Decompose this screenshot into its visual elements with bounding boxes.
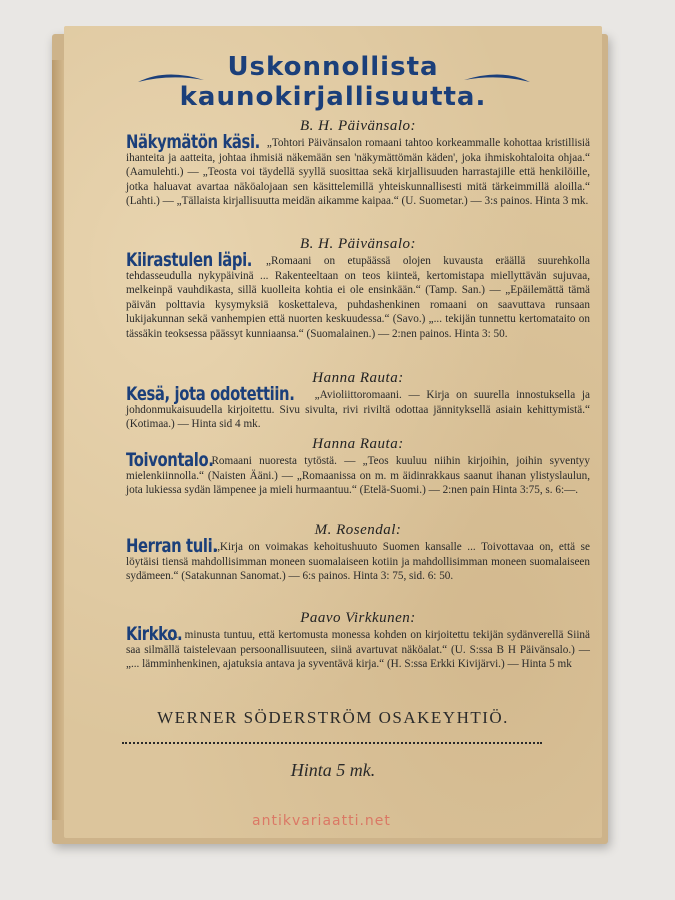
- heading-line-1: Uskonnollista: [227, 52, 439, 82]
- heading-line-2: kaunokirjallisuutta.: [179, 82, 487, 112]
- entry-author: B. H. Päivänsalo:: [300, 236, 416, 252]
- book-entry: [126, 370, 590, 432]
- entry-author: M. Rosendal:: [314, 522, 402, 538]
- book-entry: [126, 610, 590, 672]
- entry-author: B. H. Päivänsalo:: [300, 118, 416, 134]
- book-entry: [126, 522, 590, 584]
- entry-body: [126, 249, 590, 342]
- book-entry: [126, 436, 590, 498]
- book-entry: [126, 236, 590, 342]
- left-swash-ornament: [136, 70, 206, 84]
- entry-title: Herran tuli.: [126, 535, 218, 557]
- entry-text: Romaani nuoresta tytöstä. — „Teos kuuluu niihin kirjoihin, joihin syventyy mielenkiinnolla.“ (Naisten Ääni.) — „Romaanissa on m. m äidinrakkaus saanut ihanan ylistyslaulun, jota lukiessa sydän lämpenee ja mieli hurmaantuu.“ (Etelä-Suomi.) — 2:nen pain Hinta 3:75, s. 6:—.: [126, 455, 590, 497]
- entry-body: [126, 383, 590, 432]
- entry-text: „Avioliittoromaani. — Kirja on suurella innostuksella ja johdonmukaisuudella kirjoitettu. Sivu sivulta, rivi riviltä odottaa jännityksellä asiain kehittymistä.“ (Kotimaa.) — Hinta sid 4 mk.: [126, 389, 590, 431]
- right-swash-ornament: [462, 70, 532, 84]
- cover-heading: [64, 52, 602, 112]
- entry-title: Kesä, jota odotettiin.: [126, 383, 295, 405]
- entry-title: Kirkko.: [126, 623, 183, 645]
- entry-author: Paavo Virkkunen:: [300, 610, 416, 626]
- entry-title: Näkymätön käsi.: [126, 131, 260, 153]
- watermark: antikvariaatti.net: [252, 813, 391, 829]
- entry-title: Toivontalo.: [126, 449, 214, 471]
- cover-content: [64, 26, 602, 838]
- entry-body: [126, 449, 590, 498]
- cover-price: Hinta 5 mk.: [290, 760, 376, 780]
- entry-body: [126, 535, 590, 584]
- entry-body: [126, 623, 590, 672]
- entry-text: „Kirja on voimakas kehoitushuuto Suomen kansalle ... Toivottavaa on, että se löytäisi tiensä mahdollisimman moneen suomalaiseen kotiin ja mahdollisimman moneen suomalaiseen sydämeen.“ (Satakunnan Sanomat.) — 6:s painos. Hinta 3: 75, sid. 6: 50.: [126, 541, 590, 583]
- entry-author: Hanna Rauta:: [312, 370, 404, 386]
- entry-text: „Romaani on etupäässä olojen kuvausta eräällä suurehkolla tehdasseudulla nykypäivinä ... Rakenteeltaan on teos kiinteä, kertomistapa miellyttävän sujuvaa, melkeinpä vauhdikasta, sillä kuolleita kohtia ei ole ensinkään.“ (Tamp. San.) — „Epäilemättä tämä päivän polttavia kysymyksiä koskettaleva, puhdashenkinen romaani on saavuttava runsaan lukijakunnan sekä vanhempien että nuorten keskuudessa.“ (Savo.) „... tekijän tunnettu kertomataito on tässäkin teoksessa päässyt kunniaansa.“ (Suomalainen.) — 2:nen painos. Hinta 3: 50.: [126, 255, 590, 340]
- entry-author: Hanna Rauta:: [312, 436, 404, 452]
- dotted-divider: [122, 742, 542, 744]
- entry-text: „Tohtori Päivänsalon romaani tahtoo korkeammalle kohottaa kristillisiä ihanteita ja aatteita, johtaa ihmisiä näkemään sen 'näkymättömän käden', joka ihmiskohtaloita ohjaa.“ (Aamulehti.) — „Teosta voi täydellä syyllä suosittaa sekä kirjallisuuden harrastajille että henkilöille, jotka haluavat avartaa näköalojaan sen käsittelemillä yhteiskunnallisesti mitä tärkeimmillä aloilla.“ (Lahti.) — „Tällaista kirjallisuutta meidän aikamme kaipaa.“ (U. Suometar.) — 3:s painos. Hinta 3 mk.: [126, 137, 591, 208]
- publisher-name: WERNER SÖDERSTRÖM OSAKEYHTIÖ.: [157, 708, 509, 727]
- book-entry: [126, 118, 590, 209]
- entry-title: Kiirastulen läpi.: [126, 249, 253, 271]
- entry-body: [126, 131, 591, 209]
- back-cover: [64, 26, 602, 838]
- entry-text: „... minusta tuntuu, että kertomusta monessa kohden on kirjoitettu tekijän sydänverellä Siinä saa silmällä taistelevaan persoonallisuuteen, siinä avartuvat näköalat.“ (U. S:ssa B H Päivänsalo.) — „... lämminhenkinen, ajatuksia antava ja syventävä kirja.“ (H. S:ssa Erkki Kivijärvi.) — Hinta 5 mk: [126, 629, 590, 671]
